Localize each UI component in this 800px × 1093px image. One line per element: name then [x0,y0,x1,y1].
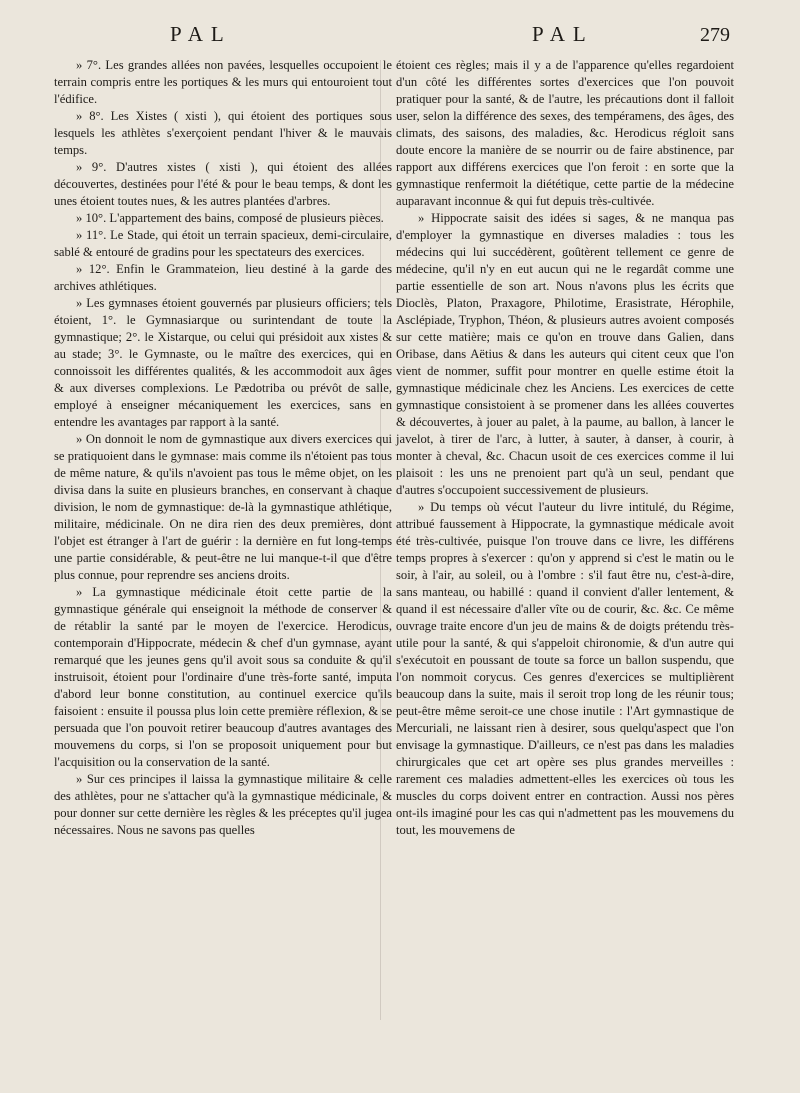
paragraph: étoient ces règles; mais il y a de l'apparence qu'elles regardoient d'un côté les différentes sortes d'exercices que l'on pouvoit pratiquer pour la santé, & de l'autre, les précautions dont il falloit user, selon la différence des sexes, des tempéramens, des âges, des climats, des saisons, des maladies, &c. Herodicus régloit sans doute encore la manière de se nourrir ou de faire abstinence, par rapport aux différens exercices que l'on feroit : en sorte que la gymnastique renfermoit la diététique, cette partie de la médecine auparavant inconnue & qui fut depuis très-cultivée. [396,58,734,208]
paragraph: » 7°. Les grandes allées non pavées, lesquelles occupoient le terrain compris entre les portiques & les murs qui entouroient tout l'édifice. [54,58,392,106]
paragraph: » Les gymnases étoient gouvernés par plusieurs officiers; tels étoient, 1°. le Gymnasiarque ou surintendant de toute la gymnastique; 2°. le Xistarque, ou celui qui présidoit aux xistes & au stade; 3°. le Gymnaste, ou le maître des exercices, qui en connoissoit les différentes qualités, & les accommodoit aux âges & aux diverses complexions. Le Pædotriba ou prévôt de salle, employé à enseigner mécaniquement les exercices, sans en entendre les avantages par rapport à la santé. [54,296,392,429]
paragraph: » 12°. Enfin le Grammateion, lieu destiné à la garde des archives athlétiques. [54,262,392,293]
left-column [54,57,392,1057]
header-word-left: PAL [170,22,232,46]
right-column [396,57,734,1057]
paragraph: » 9°. D'autres xistes ( xisti ), qui étoient des allées découvertes, destinées pour l'été & pour le beau temps, & dont les unes étoient toutes nues, & les autres plantées d'arbres. [54,160,392,208]
paragraph: » Du temps où vécut l'auteur du livre intitulé, du Régime, attribué faussement à Hippocrate, la gymnastique médicale avoit été très-cultivée, puisque l'on trouve dans ce livre, les différens temps propres à s'exercer : qu'on y apprend si c'est le matin ou le soir, à l'air, au soleil, ou à l'ombre : s'il faut être nu, c'est-à-dire, sans manteau, ou habillé : quand il convient d'aller lentement, & quand il est nécessaire d'aller vîte ou de courir, &c. &c. Ce même ouvrage traite encore d'un jeu de mains & de doigts prétendu très-utile pour la santé, & qui s'appeloit chironomie, & d'un autre qui s'exécutoit en poussant de toute sa force un ballon suspendu, que l'on nommoit corycus. Ces genres d'exercices se multiplièrent beaucoup dans la suite, mais il seroit trop long de les réunir tous; peut-être même seroit-ce une chose inutile : l'Art gymnastique de Mercuriali, ne laissant rien à desirer, sous quelqu'aspect que l'on envisage la gymnastique. D'ailleurs, ce n'est pas dans les maladies chirurgicales que cet art opère ses plus grandes merveilles : rarement ces maladies admettent-elles les exercices où tous les muscles du corps doivent entrer en contraction. Aussi nos pères ont-ils imaginé pour les cas qui n'admettent pas les mouvemens du tout, les mouvemens de [396,500,734,837]
paragraph: » 11°. Le Stade, qui étoit un terrain spacieux, demi-circulaire, sablé & entouré de gradins pour les spectateurs des exercices. [54,228,392,259]
paragraph: » 8°. Les Xistes ( xisti ), qui étoient des portiques sous lesquels les athlètes s'exerçoient pendant l'hiver & le mauvais temps. [54,109,392,157]
paragraph: » On donnoit le nom de gymnastique aux divers exercices qui se pratiquoient dans le gymnase: mais comme ils n'étoient pas tous de même nature, & qu'ils n'avoient pas tous le même objet, on les divisa dans la suite en plusieurs branches, en conservant à chaque division, le nom de gymnastique: de-là la gymnastique athlétique, militaire, médicinale. On ne dira rien des deux premières, dont l'objet est étranger à l'art de guérir : la dernière en fut long-temps une partie considérable, & peut-être ne lui manque-t-il que d'être plus connue, pour reprendre ses anciens droits. [54,432,392,582]
paragraph: » Hippocrate saisit des idées si sages, & ne manqua pas d'employer la gymnastique en diverses maladies : tous les médecins qui lui succédèrent, goûtèrent tellement ce genre de médecine, qu'il n'y en eut aucun qui ne le regardât comme une partie essentielle de son art. Nous n'avons plus les écrits que Dioclès, Platon, Praxagore, Philotime, Erasistrate, Hérophile, Asclépiade, Tryphon, Théon, & plusieurs autres avoient composés sur cette matière; mais ce qu'on en trouve dans Galien, dans Oribase, dans Aëtius & dans les auteurs qui citent ceux que l'on vient de nommer, suffit pour montrer en quelle estime étoit la gymnastique médicinale chez les Anciens. Les exercices de cette gymnastique consistoient à se promener dans les allées couvertes & découvertes, à jouer au palet, à la paume, au ballon, à lancer le javelot, à tirer de l'arc, à lutter, à sauter, à danser, à courir, à monter à cheval, &c. Chacun usoit de ces exercices comme il lui plaisoit : les uns ne prenoient part qu'à un seul, pendant que d'autres s'occupoient successivement de plusieurs. [396,211,734,497]
paragraph: » 10°. L'appartement des bains, composé de plusieurs pièces. [76,211,384,225]
paragraph: » Sur ces principes il laissa la gymnastique militaire & celle des athlètes, pour ne s'attacher qu'à la gymnastique médicinale, & pour donner sur cette dernière les règles & les préceptes qu'il jugea nécessaires. Nous ne savons pas quelles [54,772,392,837]
page-number: 279 [700,24,730,46]
running-header [0,22,800,56]
column-divider [380,60,381,1020]
header-word-right: PAL [532,22,594,46]
paragraph: » La gymnastique médicinale étoit cette partie de la gymnastique générale qui enseignoit la méthode de conserver & de rétablir la santé par le moyen de l'exercice. Herodicus, contemporain d'Hippocrate, médecin & chef d'un gymnase, ayant remarqué que les jeunes gens qu'il avoit sous sa conduite & qu'il instruisoit, étoient pour l'ordinaire d'une très-forte santé, imputa d'abord leur bonne constitution, au continuel exercice qu'ils faisoient : ensuite il poussa plus loin cette première réflexion, & se persuada que l'on pouvoit retirer beaucoup d'autres avantages des mouvemens du corps, si l'on se proposoit uniquement pour but l'acquisition ou la conservation de la santé. [54,585,392,769]
